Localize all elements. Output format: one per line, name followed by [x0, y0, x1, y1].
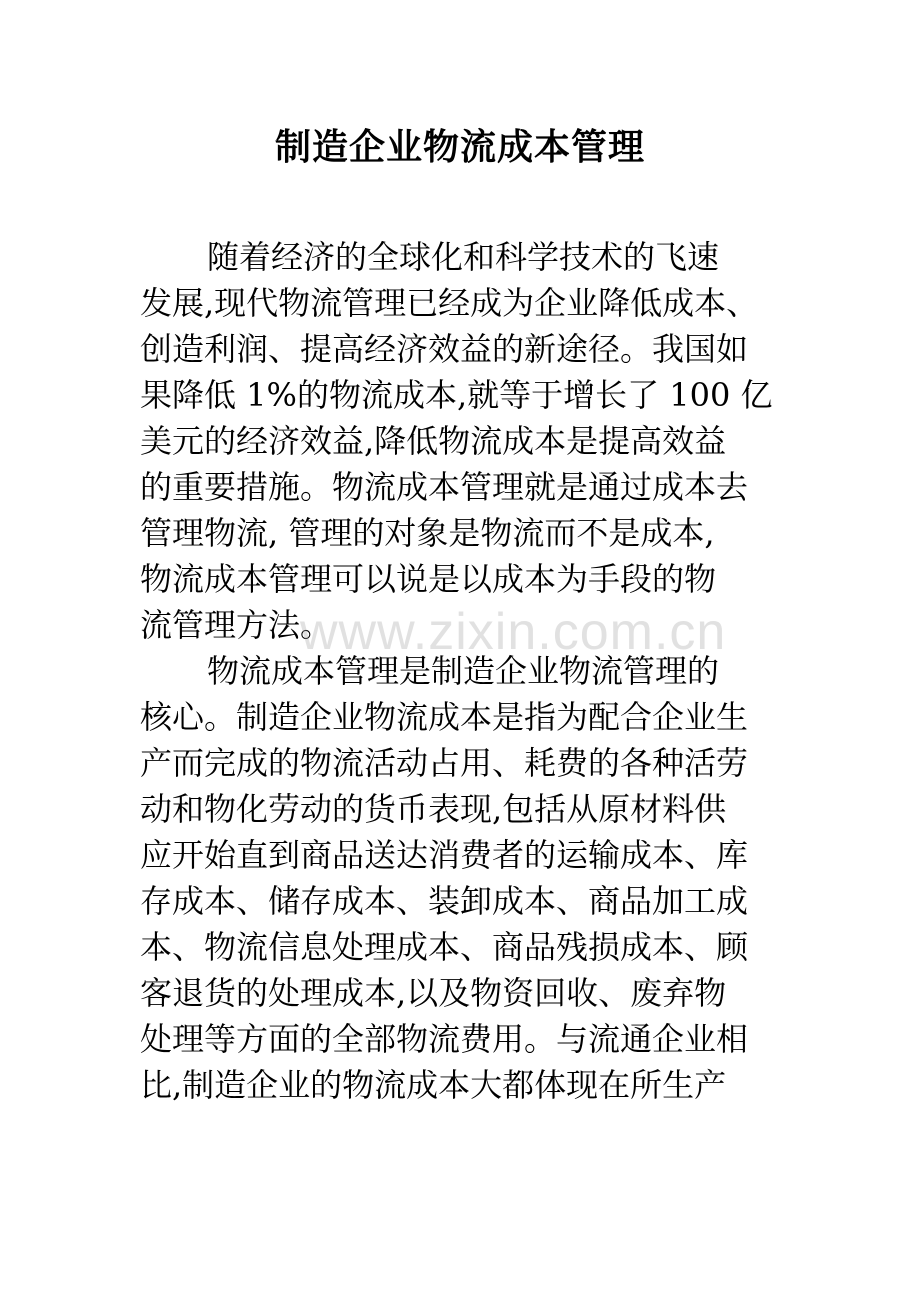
paragraph-2-line-7: 本、物流信息处理成本、商品残损成本、顾 [140, 928, 749, 966]
paragraph-2-line-5: 应开始直到商品送达消费者的运输成本、库 [140, 836, 749, 874]
paragraph-2-line-1: 物流成本管理是制造企业物流管理的 [207, 652, 720, 690]
paragraph-1-line-9: 流管理方法。 [140, 606, 333, 644]
paragraph-2-line-3: 产而完成的物流活动占用、耗费的各种活劳 [140, 744, 749, 782]
paragraph-1-line-6: 的重要措施。物流成本管理就是通过成本去 [140, 468, 749, 506]
paragraph-2-line-6: 存成本、储存成本、装卸成本、商品加工成 [140, 882, 749, 920]
watermark: www.zixin.com.cn [300, 603, 727, 661]
document-body [140, 234, 800, 1108]
paragraph-1-line-2: 发展,现代物流管理已经成为企业降低成本、 [140, 284, 759, 322]
paragraph-2-line-8: 客退货的处理成本,以及物资回收、废弃物 [140, 974, 727, 1012]
paragraph-1-line-5: 美元的经济效益,降低物流成本是提高效益 [140, 422, 727, 460]
paragraph-1-line-1: 随着经济的全球化和科学技术的飞速 [207, 238, 720, 276]
paragraph-1-line-8: 物流成本管理可以说是以成本为手段的物 [140, 560, 717, 598]
paragraph-1-line-7: 管理物流, 管理的对象是物流而不是成本, [140, 514, 715, 552]
paragraph-1-line-4: 果降低 1%的物流成本,就等于增长了 100 亿 [140, 376, 773, 414]
paragraph-2-line-9: 处理等方面的全部物流费用。与流通企业相 [140, 1020, 749, 1058]
document-title: 制造企业物流成本管理 [274, 126, 645, 168]
paragraph-1-line-3: 创造利润、提高经济效益的新途径。我国如 [140, 330, 749, 368]
paragraph-2-line-2: 核心。制造企业物流成本是指为配合企业生 [140, 698, 749, 736]
paragraph-2-line-10: 比,制造企业的物流成本大都体现在所生产 [140, 1066, 727, 1104]
paragraph-2-line-4: 动和物化劳动的货币表现,包括从原材料供 [140, 790, 727, 828]
